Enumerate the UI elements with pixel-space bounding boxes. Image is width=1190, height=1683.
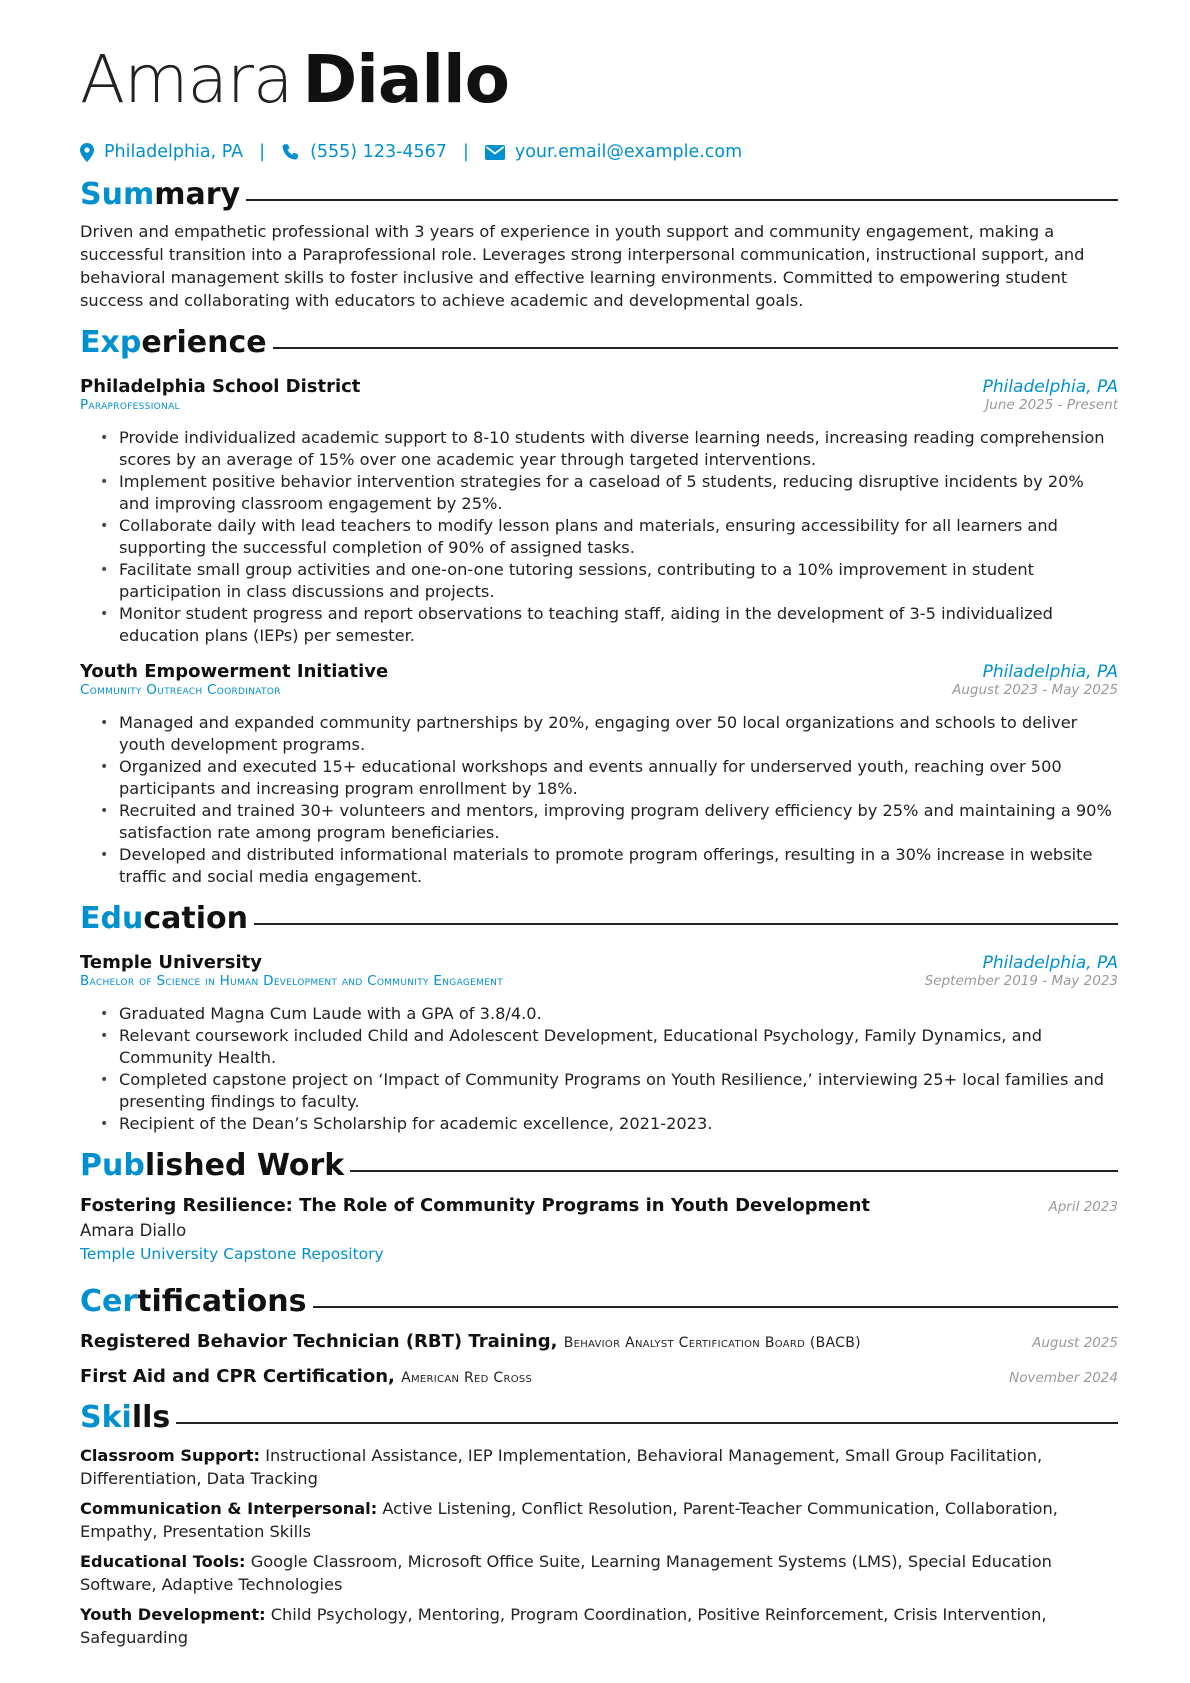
list-item: • Completed capstone project on ‘Impact of Community Programs on Youth Resilience,’ interviewing 25+ local families and presenting findings to faculty.: [100, 1069, 1118, 1113]
skill-row: [80, 1444, 1118, 1490]
publication-author: Amara Diallo: [80, 1221, 187, 1240]
certification-name: Registered Behavior Technician (RBT) Training: [80, 1331, 551, 1352]
envelope-icon: [485, 145, 505, 160]
list-item: • Graduated Magna Cum Laude with a GPA of 3.8/4.0.: [100, 1003, 1118, 1025]
certification-issuer: American Red Cross: [401, 1370, 533, 1386]
experience-section-header: [80, 322, 1118, 362]
skill-row: [80, 1550, 1118, 1596]
skill-items: Google Classroom, Microsoft Office Suite, Learning Management Systems (LMS), Special Education Software, Adaptive Technologies: [80, 1552, 1052, 1594]
experience-entry: [80, 661, 1118, 888]
section-divider: [176, 1422, 1118, 1424]
section-divider: [254, 923, 1118, 925]
education-entry: [80, 952, 1118, 1135]
summary-section-header: [80, 174, 1118, 214]
publication-entry: [80, 1195, 1118, 1263]
degree: Bachelor of Science in Human Development and Community Engagement: [80, 973, 504, 989]
list-item: • Managed and expanded community partnerships by 20%, engaging over 50 local organizations and schools to deliver youth development programs.: [100, 712, 1118, 756]
section-divider: [350, 1170, 1118, 1172]
section-title: Summary: [80, 176, 241, 212]
location-text: Philadelphia, PA: [104, 142, 244, 162]
phone-text: (555) 123-4567: [310, 142, 447, 162]
job-title: Paraprofessional: [80, 397, 180, 413]
certification-issuer: Behavior Analyst Certification Board (BACB): [563, 1335, 861, 1351]
skill-items: Active Listening, Conflict Resolution, Parent-Teacher Communication, Collaboration, Empathy, Presentation Skills: [80, 1499, 1058, 1541]
job-location: Philadelphia, PA: [982, 662, 1118, 682]
list-item: • Facilitate small group activities and one-on-one tutoring sessions, contributing to a 10% improvement in student participation in class discussions and projects.: [100, 559, 1118, 603]
list-item: • Recipient of the Dean’s Scholarship for academic excellence, 2021-2023.: [100, 1113, 1118, 1135]
skill-category: Communication & Interpersonal:: [80, 1499, 378, 1518]
section-title: Published Work: [80, 1147, 345, 1183]
section-title: Certifications: [80, 1283, 307, 1319]
publication-date: April 2023: [1048, 1199, 1118, 1215]
school-name: Temple University: [80, 952, 263, 973]
publication-venue: Temple University Capstone Repository: [80, 1245, 384, 1263]
section-divider: [313, 1306, 1118, 1308]
skill-category: Youth Development:: [80, 1605, 266, 1624]
job-dates: August 2023 - May 2025: [952, 682, 1118, 698]
list-item: • Recruited and trained 30+ volunteers and mentors, improving program delivery efficiency by 25% and maintaining a 90% satisfaction rate among program beneficiaries.: [100, 800, 1118, 844]
email-text: your.email@example.com: [514, 142, 743, 162]
list-item: • Organized and executed 15+ educational workshops and events annually for underserved youth, reaching over 500 participants and increasing program enrollment by 18%.: [100, 756, 1118, 800]
publication-title: Fostering Resilience: The Role of Community Programs in Youth Development: [80, 1195, 870, 1216]
contact-bar: [80, 140, 1118, 164]
section-title: Experience: [80, 324, 267, 360]
certification-name: First Aid and CPR Certification: [80, 1366, 389, 1387]
education-section-header: [80, 898, 1118, 938]
contact-email[interactable]: [485, 142, 742, 162]
certifications-section-header: [80, 1281, 1118, 1321]
first-name: Amara: [80, 41, 293, 118]
candidate-name: [80, 36, 1118, 124]
job-bullets: [80, 712, 1118, 888]
last-name: Diallo: [302, 41, 510, 118]
education-dates: September 2019 - May 2023: [924, 973, 1118, 989]
employer-name: Youth Empowerment Initiative: [80, 661, 389, 682]
school-location: Philadelphia, PA: [982, 953, 1118, 973]
summary-text: Driven and empathetic professional with 3 years of experience in youth support and community engagement, making a successful transition into a Paraprofessional role. Leverages strong interpersonal communication, instructional support, and behavioral management skills to foster inclusive and effective learning environments. Committed to empowering student success and collaborating with educators to achieve academic and developmental goals.: [80, 222, 1085, 310]
skill-items: Child Psychology, Mentoring, Program Coordination, Positive Reinforcement, Crisis Intervention, Safeguarding: [80, 1605, 1047, 1647]
job-location: Philadelphia, PA: [982, 377, 1118, 397]
experience-entry: [80, 376, 1118, 647]
list-item: • Implement positive behavior intervention strategies for a caseload of 5 students, reducing disruptive incidents by 20% and improving classroom engagement by 25%.: [100, 471, 1118, 515]
section-title: Education: [80, 900, 248, 936]
section-divider: [246, 199, 1118, 201]
contact-phone[interactable]: [281, 142, 447, 162]
phone-icon: [281, 143, 300, 162]
map-pin-icon: [80, 143, 94, 162]
skill-row: [80, 1603, 1118, 1649]
job-bullets: [80, 427, 1118, 647]
employer-name: Philadelphia School District: [80, 376, 361, 397]
skills-section-header: [80, 1397, 1118, 1437]
education-bullets: [80, 1003, 1118, 1135]
skill-category: Classroom Support:: [80, 1446, 261, 1465]
contact-location: [80, 142, 243, 162]
contact-separator: |: [462, 142, 469, 162]
certification-date: August 2025: [1032, 1335, 1118, 1351]
section-divider: [273, 347, 1118, 349]
list-item: • Developed and distributed informational materials to promote program offerings, resulting in a 30% increase in website traffic and social media engagement.: [100, 844, 1118, 888]
list-item: • Provide individualized academic support to 8-10 students with diverse learning needs, increasing reading comprehension scores by an average of 15% over one academic year through targeted interventions.: [100, 427, 1118, 471]
contact-separator: |: [259, 142, 266, 162]
skill-row: [80, 1497, 1118, 1543]
job-title: Community Outreach Coordinator: [80, 682, 281, 698]
job-dates: June 2025 - Present: [985, 397, 1118, 413]
skill-category: Educational Tools:: [80, 1552, 246, 1571]
published-section-header: [80, 1145, 1118, 1185]
certification-date: November 2024: [1009, 1370, 1118, 1386]
list-item: • Collaborate daily with lead teachers to modify lesson plans and materials, ensuring accessibility for all learners and supporting the successful completion of 90% of assigned tasks.: [100, 515, 1118, 559]
section-title: Skills: [80, 1399, 171, 1435]
list-item: • Relevant coursework included Child and Adolescent Development, Educational Psychology, Family Dynamics, and Community Health.: [100, 1025, 1118, 1069]
certification-entry: First Aid and CPR Certification, American Red Cross November 2024: [80, 1366, 1118, 1387]
list-item: • Monitor student progress and report observations to teaching staff, aiding in the development of 3-5 individualized education plans (IEPs) per semester.: [100, 603, 1118, 647]
skill-items: Instructional Assistance, IEP Implementation, Behavioral Management, Small Group Facilitation, Differentiation, Data Tracking: [80, 1446, 1043, 1488]
certification-entry: Registered Behavior Technician (RBT) Training, Behavior Analyst Certification Board (BACB) August 2025: [80, 1331, 1118, 1352]
